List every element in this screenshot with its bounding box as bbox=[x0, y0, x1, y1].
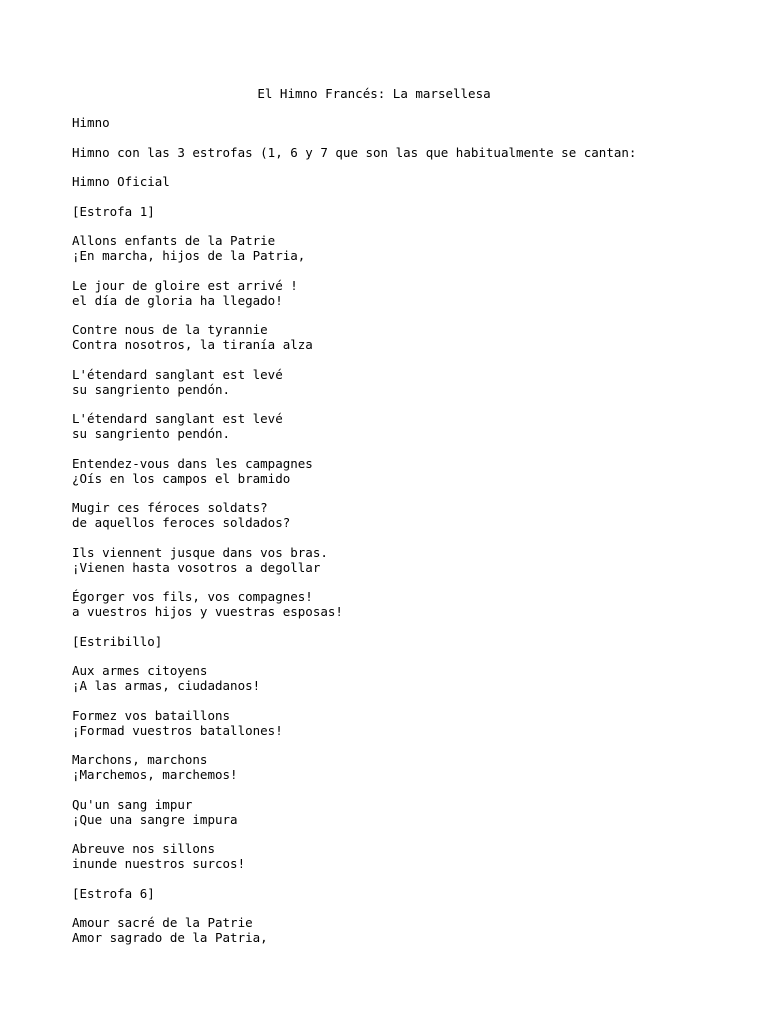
text-line: Allons enfants de la Patrie bbox=[72, 233, 276, 248]
paragraph bbox=[72, 278, 752, 308]
text-line: inunde nuestros surcos! bbox=[72, 856, 246, 871]
text-line: Aux armes citoyens bbox=[72, 663, 208, 678]
text-line: Contre nous de la tyrannie bbox=[72, 322, 268, 337]
text-line: L'étendard sanglant est levé bbox=[72, 411, 283, 426]
paragraph bbox=[72, 145, 752, 160]
text-line: su sangriento pendón. bbox=[72, 426, 231, 441]
text-line: Formez vos bataillons bbox=[72, 707, 231, 723]
text-line: Le jour de gloire est arrivé ! bbox=[72, 277, 298, 293]
text-line: ¿Oís en los campos el bramido bbox=[72, 470, 291, 486]
text-line: Himno con las 3 estrofas (1, 6 y 7 que son las que habitualmente se cantan: bbox=[72, 144, 637, 160]
text-line: ¡Vienen hasta vosotros a degollar bbox=[72, 559, 321, 575]
document-title: El Himno Francés: La marsellesa bbox=[257, 86, 491, 101]
text-line: Himno Oficial bbox=[72, 174, 170, 189]
text-line: Égorger vos fils, vos compagnes! bbox=[72, 589, 313, 604]
text-line: ¡Marchemos, marchemos! bbox=[72, 767, 238, 782]
paragraph bbox=[72, 115, 752, 130]
text-line: a vuestros hijos y vuestras esposas! bbox=[72, 604, 343, 619]
paragraph bbox=[72, 915, 752, 945]
paragraph bbox=[72, 322, 752, 352]
paragraph bbox=[72, 456, 752, 486]
paragraph bbox=[72, 589, 752, 619]
paragraph bbox=[72, 411, 752, 441]
text-line: Himno bbox=[72, 115, 110, 130]
text-line: ¡A las armas, ciudadanos! bbox=[72, 678, 261, 693]
paragraph bbox=[72, 204, 752, 219]
text-line: Abreuve nos sillons bbox=[72, 841, 215, 856]
text-line: de aquellos feroces soldados? bbox=[72, 515, 291, 530]
text-line: su sangriento pendón. bbox=[72, 381, 231, 397]
document-body bbox=[72, 115, 752, 960]
paragraph bbox=[72, 634, 752, 649]
text-line: ¡En marcha, hijos de la Patria, bbox=[72, 248, 306, 263]
text-line: [Estrofa 6] bbox=[72, 885, 155, 901]
paragraph bbox=[72, 174, 752, 189]
paragraph bbox=[72, 545, 752, 575]
text-line: L'étendard sanglant est levé bbox=[72, 366, 283, 382]
text-line: Amour sacré de la Patrie bbox=[72, 915, 253, 930]
paragraph bbox=[72, 367, 752, 397]
text-line: Contra nosotros, la tiranía alza bbox=[72, 337, 313, 352]
paragraph bbox=[72, 752, 752, 782]
text-line: Entendez-vous dans les campagnes bbox=[72, 455, 313, 471]
paragraph bbox=[72, 708, 752, 738]
paragraph bbox=[72, 500, 752, 530]
text-line: Ils viennent jusque dans vos bras. bbox=[72, 544, 328, 560]
paragraph bbox=[72, 797, 752, 827]
text-line: Amor sagrado de la Patria, bbox=[72, 930, 268, 945]
paragraph bbox=[72, 663, 752, 693]
text-line: [Estribillo] bbox=[72, 633, 163, 649]
text-line: ¡Formad vuestros batallones! bbox=[72, 722, 283, 738]
text-line: [Estrofa 1] bbox=[72, 203, 155, 219]
text-line: el día de gloria ha llegado! bbox=[72, 292, 283, 308]
text-line: Marchons, marchons bbox=[72, 752, 208, 767]
paragraph bbox=[72, 233, 752, 263]
text-line: Mugir ces féroces soldats? bbox=[72, 500, 268, 515]
text-line: ¡Que una sangre impura bbox=[72, 811, 238, 827]
paragraph bbox=[72, 841, 752, 871]
paragraph bbox=[72, 886, 752, 901]
text-line: Qu'un sang impur bbox=[72, 796, 193, 812]
